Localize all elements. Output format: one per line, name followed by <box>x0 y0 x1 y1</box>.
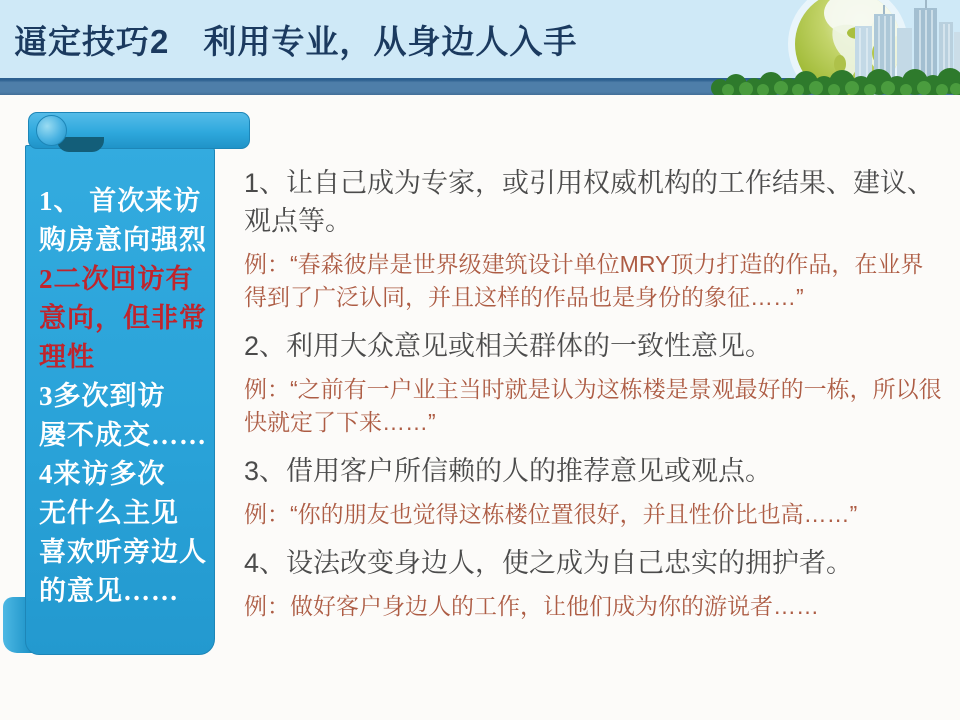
scroll-line: 喜欢听旁边人 <box>39 537 207 567</box>
point-2-example: 例：“之前有一户业主当时就是认为这栋楼是景观最好的一栋，所以很快就定了下来……” <box>244 376 942 435</box>
point-4-heading: 4、设法改变身边人，使之成为自己忠实的拥护者。 <box>244 548 854 578</box>
header-illustration <box>540 0 960 95</box>
scroll-line: 理性 <box>39 342 95 372</box>
point-2-heading: 2、利用大众意见或相关群体的一致性意见。 <box>244 331 773 361</box>
point-1-heading: 1、让自己成为专家，或引用权威机构的工作结果、建议、观点等。 <box>244 168 935 236</box>
scroll-line: 2二次回访有 <box>39 264 194 294</box>
slide-title: 逼定技巧2 利用专业，从身边人入手 <box>14 23 578 60</box>
point-1-example: 例：“春森彼岸是世界级建筑设计单位MRY顶力打造的作品，在业界得到了广泛认同，并且这样的作品也是身份的象征……” <box>244 251 924 310</box>
scroll-shape <box>25 145 215 655</box>
trees-icon <box>711 68 960 95</box>
point-4-example: 例：做好客户身边人的工作，让他们成为你的游说者…… <box>244 593 819 619</box>
scroll-line: 的意见…… <box>39 576 179 606</box>
point-3-heading: 3、借用客户所信赖的人的推荐意见或观点。 <box>244 456 773 486</box>
scroll-line: 意向，但非常 <box>39 303 207 333</box>
slide-header <box>0 0 960 95</box>
main-text <box>244 164 944 636</box>
scroll-line: 4来访多次 <box>39 459 166 489</box>
scroll-line: 屡不成交…… <box>39 420 207 450</box>
scroll-line: 购房意向强烈 <box>39 225 207 255</box>
scroll-top-curl <box>36 115 67 146</box>
scroll-line: 无什么主见 <box>39 498 179 528</box>
scroll-line: 3多次到访 <box>39 381 166 411</box>
scroll-line: 1、 首次来访 <box>39 186 202 216</box>
point-3-example: 例：“你的朋友也觉得这栋楼位置很好，并且性价比也高……” <box>244 501 858 527</box>
